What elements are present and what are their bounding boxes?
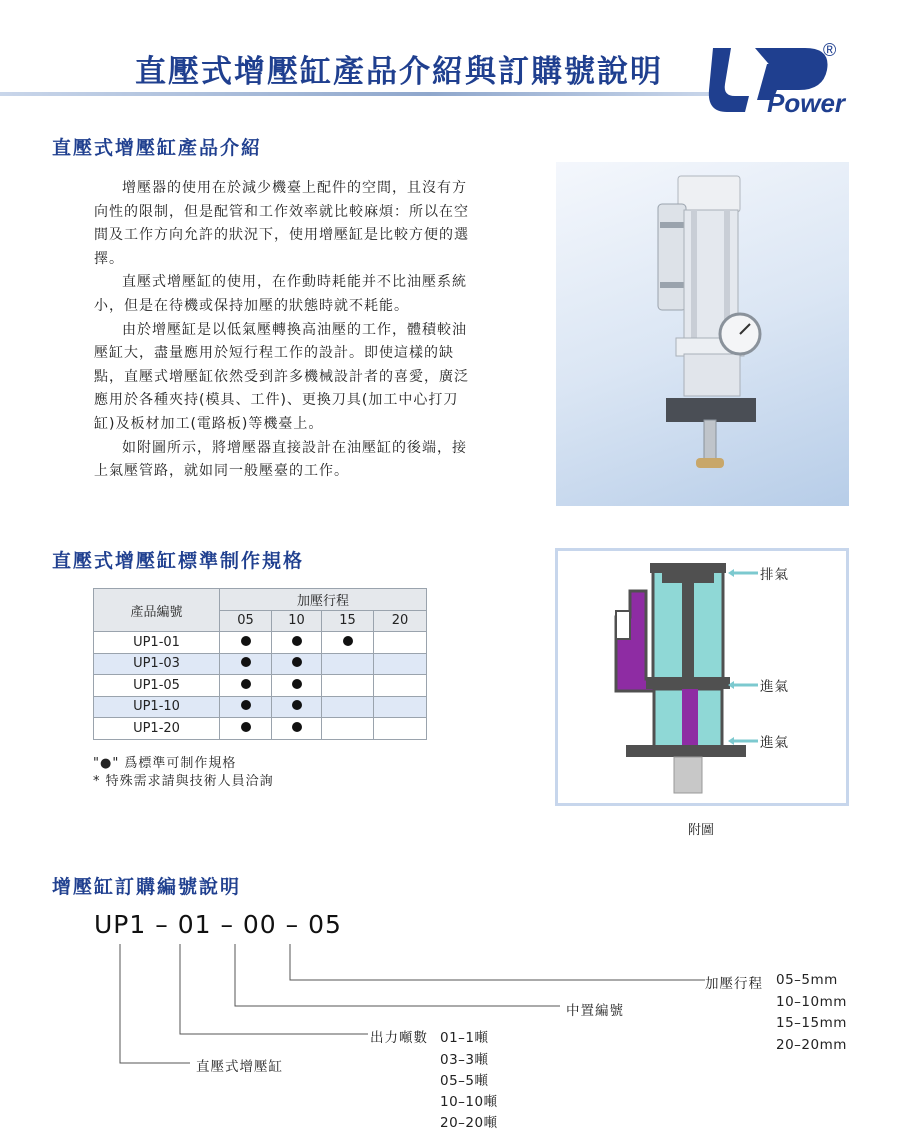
code-part-mid: 00 — [242, 910, 277, 939]
intro-paragraph: 增壓器的使用在於減少機臺上配件的空間，且沒有方向性的限制，但是配管和工作效率就比較麻煩：所以在空間及工作方向允許的狀況下，使用增壓缸是比較方便的選擇。 — [94, 180, 469, 267]
intro-paragraph: 如附圖所示，將增壓器直接設計在油壓缸的後端，接上氣壓管路，就如同一般壓臺的工作。 — [94, 439, 467, 480]
product-code: UP1-01 — [94, 632, 220, 654]
spec-note-standard: "●" 爲標準可制作規格 — [93, 756, 237, 771]
intro-paragraph: 直壓式增壓缸的使用，在作動時耗能并不比油壓系統小，但是在待機或保持加壓的狀態時就不耗能。 — [94, 274, 467, 314]
force-label: 出力噸數 — [370, 1030, 428, 1046]
figure-caption: 附圖 — [688, 823, 715, 838]
code-part-force: 01 — [177, 910, 212, 939]
code-part-series: UP1 — [94, 910, 147, 939]
page-title: 直壓式增壓缸產品介紹與訂購號說明 — [135, 54, 663, 90]
code-separator: – — [220, 910, 234, 939]
force-option: 05–5噸 — [440, 1073, 489, 1089]
product-code: UP1-05 — [94, 675, 220, 697]
col-product-header: 產品編號 — [94, 589, 220, 632]
order-heading: 增壓缸訂購編號說明 — [52, 876, 242, 898]
mid-label: 中置編號 — [566, 1003, 624, 1019]
code-part-stroke: 05 — [308, 910, 342, 939]
col-stroke-group-header: 加壓行程 — [220, 589, 427, 611]
stroke-label: 加壓行程 — [705, 976, 763, 992]
force-option: 20–20噸 — [440, 1115, 498, 1131]
intro-heading: 直壓式增壓缸產品介紹 — [52, 137, 263, 159]
intro-paragraph: 由於增壓缸是以低氣壓轉換高油壓的工作，體積較油壓缸大，盡量應用於短行程工作的設計。即使這樣的缺點，直壓式增壓缸依然受到許多機械設計者的喜愛，廣泛應用於各種夾持(模具、工件)、更換刀具(加工中心打刀缸)及板材加工(電路板)等機臺上。 — [94, 321, 469, 432]
code-separator: – — [155, 910, 169, 939]
label-intake-lower: 進氣 — [760, 735, 789, 751]
stroke-option: 15–15mm — [776, 1015, 847, 1031]
force-option: 03–3噸 — [440, 1052, 489, 1068]
registered-mark: ® — [823, 40, 837, 60]
logo-text: Power — [767, 88, 846, 118]
stroke-header: 10 — [272, 610, 322, 632]
stroke-header: 15 — [322, 610, 374, 632]
spec-heading: 直壓式增壓缸標準制作規格 — [52, 550, 305, 572]
force-option: 01–1噸 — [440, 1030, 489, 1046]
stroke-option: 10–10mm — [776, 994, 847, 1010]
code-separator: – — [285, 910, 300, 939]
force-option: 10–10噸 — [440, 1094, 498, 1110]
stroke-header: 05 — [220, 610, 272, 632]
product-code: UP1-03 — [94, 653, 220, 675]
type-label: 直壓式增壓缸 — [196, 1059, 283, 1075]
product-code: UP1-10 — [94, 696, 220, 718]
label-exhaust: 排氣 — [760, 567, 789, 583]
spec-note-special: * 特殊需求請與技術人員洽詢 — [93, 774, 274, 789]
stroke-option: 05–5mm — [776, 972, 838, 988]
product-code: UP1-20 — [94, 718, 220, 740]
stroke-header: 20 — [374, 610, 427, 632]
label-intake-upper: 進氣 — [760, 679, 789, 695]
stroke-option: 20–20mm — [776, 1037, 847, 1053]
